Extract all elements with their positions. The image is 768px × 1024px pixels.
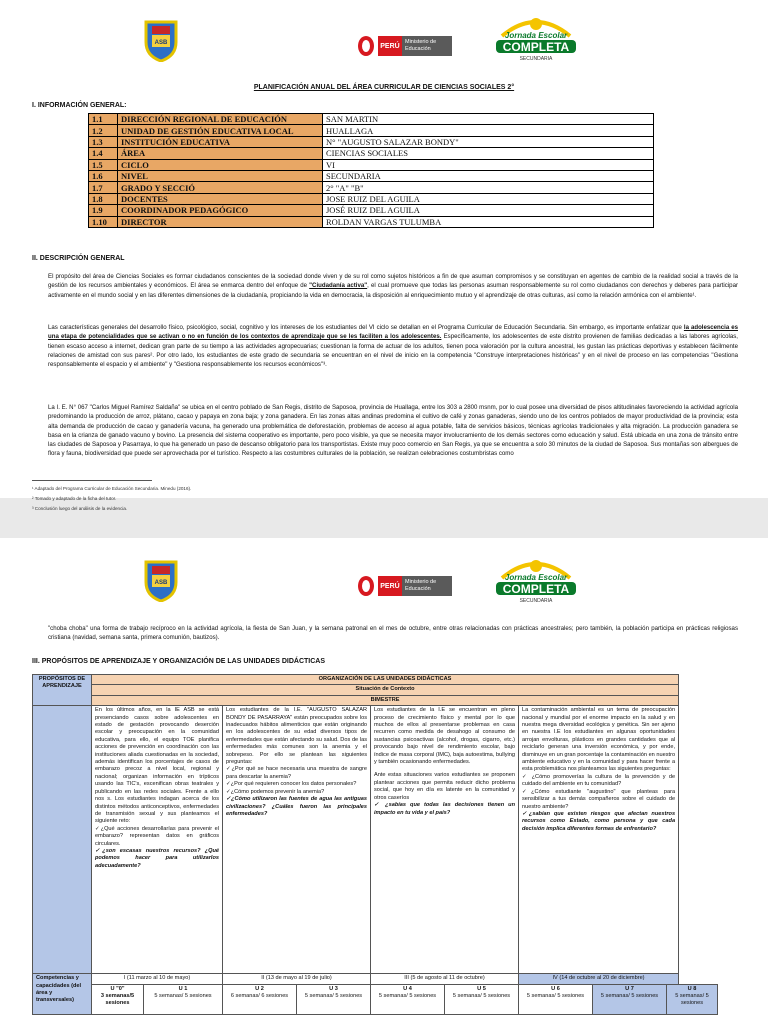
- footnote-divider: [32, 480, 152, 481]
- unit-label: U 4: [403, 985, 412, 992]
- peru-emblem-icon: [356, 34, 376, 58]
- general-info-table: [88, 113, 654, 228]
- bimestre-3: III (5 de agosto al 11 de octubre): [371, 974, 519, 984]
- info-label: GRADO Y SECCIÓ: [118, 182, 323, 193]
- school-shield-logo-2: [142, 556, 180, 602]
- unit-sessions: 5 semanas/ 5 sesiones: [154, 993, 212, 1000]
- propositos-blank: [33, 706, 92, 974]
- units-table: [32, 674, 718, 1015]
- paragraph-purpose: El propósito del área de Ciencias Sociales es formar ciudadanos conscientes de la sociedad donde viven y de su rol como sujetos históricos a fin de que asuman compromisos y se constituyan en agentes de cambio de la realidad social a través de la gestión de los recursos ambientales y económicos. El área se enmarca dentro del enfoque de "Ciudadanía activa", el cual promueve que todas las personas asuman responsablemente su rol como ciudadanos con derechos y deberes para participar activamente en el mundo social y en las diferentes dimensiones de la ciudadanía, propiciando la vida en democracia, la disposición al enriquecimiento mutuo y el aprendizaje de otras culturas, así como la relación armónica con el ambiente¹.: [48, 273, 738, 299]
- bimestre-4: IV (14 de octubre al 20 de diciembre): [519, 974, 679, 984]
- info-label: INSTITUCIÓN EDUCATIVA: [118, 136, 323, 147]
- section-3-heading: III. PROPÓSITOS DE APRENDIZAJE Y ORGANIZACIÓN DE LAS UNIDADES DIDÁCTICAS: [32, 658, 325, 665]
- info-row: [89, 170, 654, 181]
- info-label: DOCENTES: [118, 193, 323, 204]
- doc-title: PLANIFICACIÓN ANUAL DEL ÁREA CURRICULAR DE CIENCIAS SOCIALES 2°: [253, 84, 515, 91]
- unit-cell: [223, 984, 297, 1014]
- info-value: JOSE RUIZ DEL AGUILA: [323, 193, 654, 204]
- info-num: 1.5: [89, 159, 118, 170]
- info-row: [89, 205, 654, 216]
- section-1-heading: I. INFORMACIÓN GENERAL:: [32, 102, 127, 109]
- jec-line1: Jornada Escolar: [504, 31, 568, 40]
- info-value: CIENCIAS SOCIALES: [323, 148, 654, 159]
- jornada-escolar-completa-logo: [492, 14, 580, 62]
- adolescence-highlight: la adolescencia es una etapa de potencialidades que se activan o no en función de los contextos de aprendizaje que se les faciliten a los adolescentes.: [48, 324, 738, 341]
- info-num: 1.6: [89, 170, 118, 181]
- jec-line2: COMPLETA: [502, 40, 570, 54]
- propositos-header: PROPÓSITOS DE APRENDIZAJE: [33, 675, 92, 706]
- info-label: ÁREA: [118, 148, 323, 159]
- peru-emblem-icon: [356, 574, 376, 598]
- info-num: 1.7: [89, 182, 118, 193]
- unit-sessions: 6 semanas/ 6 sesiones: [230, 993, 289, 1000]
- unit-cell: [593, 984, 667, 1014]
- unit-label: U 6: [551, 985, 560, 992]
- unit-cell: [667, 984, 718, 1014]
- unit-cell: [371, 984, 445, 1014]
- info-num: 1.8: [89, 193, 118, 204]
- paragraph-characteristics: Las características generales del desarrollo físico, psicológico, social, cognitivo y los intereses de los estudiantes del VI ciclo se detallan en el Programa Curricular de Educación Secundaria. Sin embargo, es importante enfatizar que la adolescencia es una etapa de potencialidades que se activan o no en función de los contextos de aprendizaje que se les faciliten a los adolescentes. Específicamente, los adolescentes de este distrito provienen de familias dedicadas a las labores agrícolas, tienen escaso acceso a internet, dedican gran parte de su tiempo a las actividades agropecuarias; cuestionan la forma de actuar de los adultos, tienen poca valoración por la cultura ancestral, les gustan las prácticas deportivas y establecen fácilmente relaciones de amistad con sus pares². Por otro lado, los estudiantes de este grado de secundaria se encuentran en el nivel de inicio en la competencia "Construye interpretaciones históricas" y en el nivel de proceso en las competencias "Gestiona responsablemente el espacio y el ambiente" y "Gestiona responsablemente los recursos económicos"³.: [48, 324, 738, 369]
- unit-label: U 7: [625, 985, 634, 992]
- info-num: 1.1: [89, 114, 118, 125]
- info-value: VI: [323, 159, 654, 170]
- info-label: COORDINADOR PEDAGÓGICO: [118, 205, 323, 216]
- info-num: 1.9: [89, 205, 118, 216]
- situation-2: Los estudiantes de la I.E. "AUGUSTO SALAZAR BONDY DE PASARRAYA" están preocupados sobre los inadecuados hábitos alimenticios que están originando en los adolescentes de su edad diversos tipos de enfermedades que están afectando su salud. Dos de las enfermedades más comunes son la anemia y el sobrepeso. Por ello se plantean las siguientes preguntas: ✓¿Por qué se hace necesaria una muestra de sangre para descartar la anemia? ✓¿Por qué requieren conocer los datos personales? ✓¿Cómo podemos prevenir la anemia? ✓¿Cómo utilizaron las fuentes de agua las antiguas civilizaciones? ¿Cuáles fueron las principales enfermedades?: [223, 706, 371, 974]
- situation-3: Los estudiantes de la I.E se encuentran en pleno proceso de crecimiento físico y mental por lo que muchos de ellos al presentarse problemas en casa recurren como medida de desahogo al consumo de sustancias psicoactivas (alcohol, drogas, cigarro, etc.) provocando bajo nivel de rendimiento escolar, bajo índice de masa corporal (IMC), baja autoestima, bullying y también ocasionando enfermedades. Ante estas situaciones varios estudiantes se proponen plantear acciones que permita reducir dicho problema social, que hoy en día es latente en la comunidad y otros caseríos ✓ ¿sabías que todas las decisiones tienen un impacto en tu vida y el país?: [371, 706, 519, 974]
- info-label: CICLO: [118, 159, 323, 170]
- svg-text:SECUNDARIA: SECUNDARIA: [519, 598, 553, 604]
- info-row: [89, 182, 654, 193]
- info-num: 1.3: [89, 136, 118, 147]
- unit-sessions: 3 semanas/5 sesiones: [100, 993, 135, 1007]
- info-value: 2° "A" "B": [323, 182, 654, 193]
- jornada-escolar-completa-logo-2: [492, 556, 580, 604]
- unit-label: U 8: [687, 985, 697, 992]
- unit-label: U 5: [477, 985, 486, 992]
- info-row: [89, 148, 654, 159]
- info-label: DIRECCIÓN REGIONAL DE EDUCACIÓN: [118, 114, 323, 125]
- svg-text:COMPLETA: COMPLETA: [502, 582, 570, 596]
- unit-label: U 3: [329, 985, 338, 992]
- unit-sessions: 5 semanas/ 5 sesiones: [600, 993, 659, 1000]
- info-value: SECUNDARIA: [323, 170, 654, 181]
- info-row: [89, 159, 654, 170]
- peru-label: PERÚ: [378, 36, 402, 56]
- competencias-label: Competencias y capacidades (del área y transversales): [33, 974, 92, 1014]
- unit-label: U "0": [110, 985, 125, 992]
- unit-cell: [445, 984, 519, 1014]
- info-num: 1.2: [89, 125, 118, 136]
- unit-sessions: 5 semanas/ 5 sesiones: [452, 993, 511, 1000]
- unit-cell: [144, 984, 223, 1014]
- info-row: [89, 216, 654, 227]
- info-label: UNIDAD DE GESTIÓN EDUCATIVA LOCAL: [118, 125, 323, 136]
- school-shield-logo: [142, 16, 180, 62]
- bimestre-1: I (11 marzo al 10 de mayo): [92, 974, 223, 984]
- footnote-3: ³ Conclusión luego del análisis de la evidencia.: [32, 506, 128, 511]
- info-row: [89, 125, 654, 136]
- unit-cell: [297, 984, 371, 1014]
- footnote-1: ¹ Adaptado del Programa Curricular de Educación Secundaria. Minedu (2016).: [32, 486, 192, 491]
- info-row: [89, 114, 654, 125]
- bimestre-2: II (13 de mayo al 19 de julio): [223, 974, 371, 984]
- svg-text:ASB: ASB: [154, 580, 168, 586]
- unit-label: U 2: [255, 985, 264, 992]
- info-value: SAN MARTIN: [323, 114, 654, 125]
- unit-sessions: 5 semanas/ 5 sesiones: [675, 993, 709, 1007]
- info-num: 1.4: [89, 148, 118, 159]
- info-row: [89, 136, 654, 147]
- ministry-logo: [356, 34, 452, 60]
- info-value: JOSÉ RUIZ DEL AGUILA: [323, 205, 654, 216]
- footnote-2: ² Tomado y adaptado de la ficha del tutor.: [32, 496, 117, 501]
- info-label: NIVEL: [118, 170, 323, 181]
- unit-sessions: 5 semanas/ 5 sesiones: [526, 993, 585, 1000]
- unit-sessions: 5 semanas/ 5 sesiones: [378, 993, 437, 1000]
- bimestre-header: BIMESTRE: [92, 695, 679, 705]
- ministry-label: Ministerio de Educación: [402, 36, 452, 56]
- info-value: HUALLAGA: [323, 125, 654, 136]
- info-num: 1.10: [89, 216, 118, 227]
- unit-label: U 1: [178, 985, 188, 992]
- shield-initials: ASB: [154, 40, 168, 46]
- jec-line3: SECUNDARIA: [519, 56, 553, 62]
- info-value: N° "AUGUSTO SALAZAR BONDY": [323, 136, 654, 147]
- svg-text:Jornada Escolar: Jornada Escolar: [504, 573, 568, 582]
- info-row: [89, 193, 654, 204]
- info-label: DIRECTOR: [118, 216, 323, 227]
- organizacion-header: ORGANIZACIÓN DE LAS UNIDADES DIDÁCTICAS: [92, 675, 679, 685]
- ciudadania-activa-highlight: "Ciudadanía activa": [309, 282, 368, 290]
- ministry-logo-2: PERÚ Ministerio de Educación: [356, 574, 452, 600]
- unit-cell: [92, 984, 144, 1014]
- situacion-header: Situación de Contexto: [92, 685, 679, 695]
- situation-4: La contaminación ambiental es un tema de preocupación nacional y mundial por el enorme impacto en la salud y en nuestra mega diversidad ecológica y genética. Sin ser ajeno en nuestra I.E los estudiantes en algunas oportunidades arrojan envolturas, plásticos en grandes cantidades que al reciclarlo generan una inversión económica, y por ende, disminuye en un gran porcentaje la contaminación en nuestro ambiente educativo y en la comunidad y para hacer frente a esta problemática nos planteamos las siguientes preguntas: ✓ ¿Cómo promoverías la cultura de la prevención y de cuidado del ambiente en tu comunidad? ✓¿Cómo estudiante "augustino" que planteas para sensibilizar a tus demás compañeros sobre el cuidado de nuestro ambiente? ✓¿sabían que existen riesgos que afectan nuestros recursos como Estado, como persona y que cada decisión implica diferentes formas de enfrentario?: [519, 706, 679, 974]
- paragraph-customs: "choba choba" una forma de trabajo recíproco en la actividad agrícola, la fiesta de San Juan, y la semana patronal en el mes de octubre, entre otras relacionadas con prácticas ancestrales; pero también, la población participa en prácticas religiosas cristiana (navidad, semana santa, primera comunión, bautizos).: [48, 625, 738, 642]
- unit-cell: [519, 984, 593, 1014]
- situation-1: En los últimos años, en la IE ASB se está presenciando casos sobre adolescentes en estado de gestación provocando deserción escolar y preocupación en la comunidad educativa, para ello, el equipo TOE planifica acciones de prevención en coordinación con las instituciones aliada cuestionadas en la sociedad, además identifican los porcentajes de casos de embarazo precoz a nivel local, regional y nacional; organizan información en trípticos usando las TIC's, escenifican obras teatrales y publicando en las redes sociales. Frente a ello nos s. Los estudiantes indagan acerca de los distintos métodos anticonceptivos, enfermedades de transmisión sexual y sus planteamos el siguiente reto: ✓¿Qué acciones desarrollarías para prevenir el embarazo? representan datos en gráficos circulares. ✓¿son escasas nuestros recursos? ¿Qué podemos hacer para utilizarlos adecuadamente?: [92, 706, 223, 974]
- paragraph-context: La I. E. N° 067 "Carlos Miguel Ramírez Saldaña" se ubica en el centro poblado de San Regis, distrito de Saposoa, provincia de Huallaga, entre los 303 a 2800 msnm, por lo cual posee una diversidad de pisos altitudinales favoreciendo la actividad agrícola predominando la producción de arroz, plátano, cacao y papaya en zona baja; y zona ganadera. En las zonas altas andinas predomina el cultivo de café y zonas ganaderas, siendo uno de los centros poblados de mayor productividad de la provincia; esta alta demanda de producción de cacao y ganadería vacuna, ha generado una problemática de deforestación, problemas de acceso al agua potable, falta de servicios básicos, técnicas agrícolas tradicionales y alta migración. La producción ganadera se basa en la crianza de ganado vacuno y bovino. La presencia del sistema cooperativo es importante, pero poco visible, ya que se necesita mayor involucramiento de los demás sectores como educación y salud. Está ubicada en una zona de tránsito entre las ciudades de Saposoa y Pasarraya, lo que ha generado un paso de descanso obligatorio para los transportistas. Existe muy poco comercio en San Regis, ya que se encuentra a solo 30 minutos de la ciudad de Saposoa. Sus montañas son albergues de flora y fauna, biodiversidad que puede ser aprovechada por el turístico. Respecto a las costumbres culturales de la población, se realizan celebraciones costumbristas como: [48, 404, 738, 458]
- unit-sessions: 5 semanas/ 5 sesiones: [304, 993, 363, 1000]
- section-2-heading: II. DESCRIPCIÓN GENERAL: [32, 255, 125, 262]
- document-page-1: [0, 0, 768, 511]
- info-value: ROLDAN VARGAS TULUMBA: [323, 216, 654, 227]
